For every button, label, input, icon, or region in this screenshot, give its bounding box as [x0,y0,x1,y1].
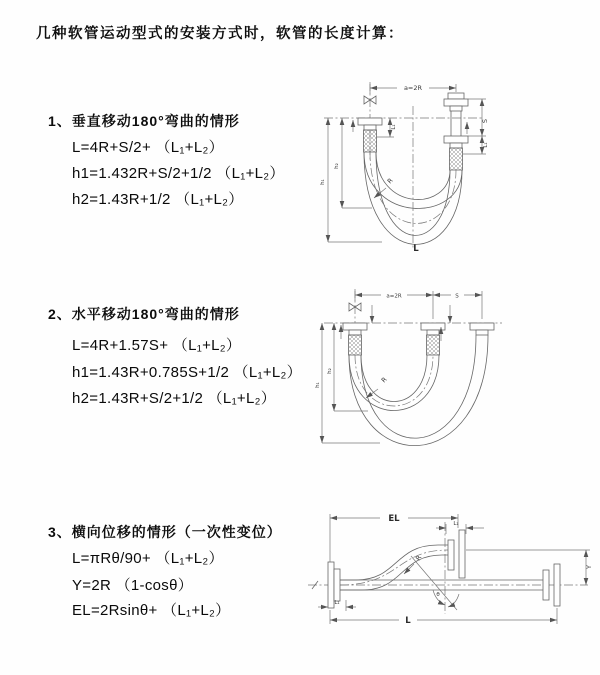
section-2-formula-L: L=4R+1.57S+ （L₁+L₂） [72,337,242,354]
section-1-formula-L: L=4R+S/2+ （L₁+L₂） [72,139,224,156]
curved-hose-displaced-position [340,545,448,590]
top-right-flange-displaced [448,530,465,578]
flange-column-1 [343,323,367,355]
dim-label-h1: h₁ [315,382,321,388]
section-2-formula-h1: h1=1.43R+0.785S+1/2 （L₁+L₂） [72,364,302,381]
left-flange-fitting [358,118,382,152]
dim-label-l: L [405,616,411,626]
section-2-heading: 2、水平移动180°弯曲的情形 [48,306,240,322]
dim-label-radius: R [414,553,424,563]
dim-label-h1: h₁ [320,179,326,185]
dim-label-radius: R [379,375,389,385]
section-3-formula-L: L=πRθ/90+ （L₁+L₂） [72,550,224,567]
section-1-heading: 1、垂直移动180°弯曲的情形 [48,113,240,129]
dim-label-l1-right: L₁ [483,142,489,148]
dim-label-el: EL [388,514,400,524]
dim-label-l: L [413,244,419,254]
dim-label-a2r: a=2R [403,84,423,92]
section-2-formula-h2: h2=1.43R+S/2+1/2 （L₁+L₂） [72,390,277,407]
dim-label-l1-left: L₁ [334,600,340,606]
dim-label-s: S [481,118,489,124]
angle-label-theta: θ [436,592,440,598]
dim-label-l1-left: L₁ [391,124,397,130]
dim-label-s: S [455,293,459,300]
section-3-heading: 3、横向位移的情形（一次性变位） [48,524,282,540]
dim-label-y: Y [585,565,593,569]
diagram-horizontal-180-bend [310,283,568,458]
hose-u-loops [349,335,488,446]
section-3-formula-EL: EL=2Rsinθ+ （L₁+L₂） [72,602,231,619]
dim-label-a2r: a=2R [386,293,402,300]
page-title: 几种软管运动型式的安装方式时，软管的长度计算： [36,26,404,42]
diagram-vertical-180-bend [310,76,568,254]
flange-column-2 [421,323,445,355]
flange-column-3-moved [470,323,494,335]
diagram-lateral-displacement [298,496,600,652]
dim-label-h2: h₂ [327,368,333,374]
dim-label-radius: R [385,176,395,186]
right-flange-fitting [444,93,468,170]
section-1-formula-h1: h1=1.432R+S/2+1/2 （L₁+L₂） [72,165,285,182]
dim-label-l1-top: L₁ [453,521,459,527]
section-1-formula-h2: h2=1.43R+1/2 （L₁+L₂） [72,191,244,208]
section-3-formula-Y: Y=2R （1-cosθ） [72,577,194,594]
dim-label-h2: h₂ [334,163,340,169]
